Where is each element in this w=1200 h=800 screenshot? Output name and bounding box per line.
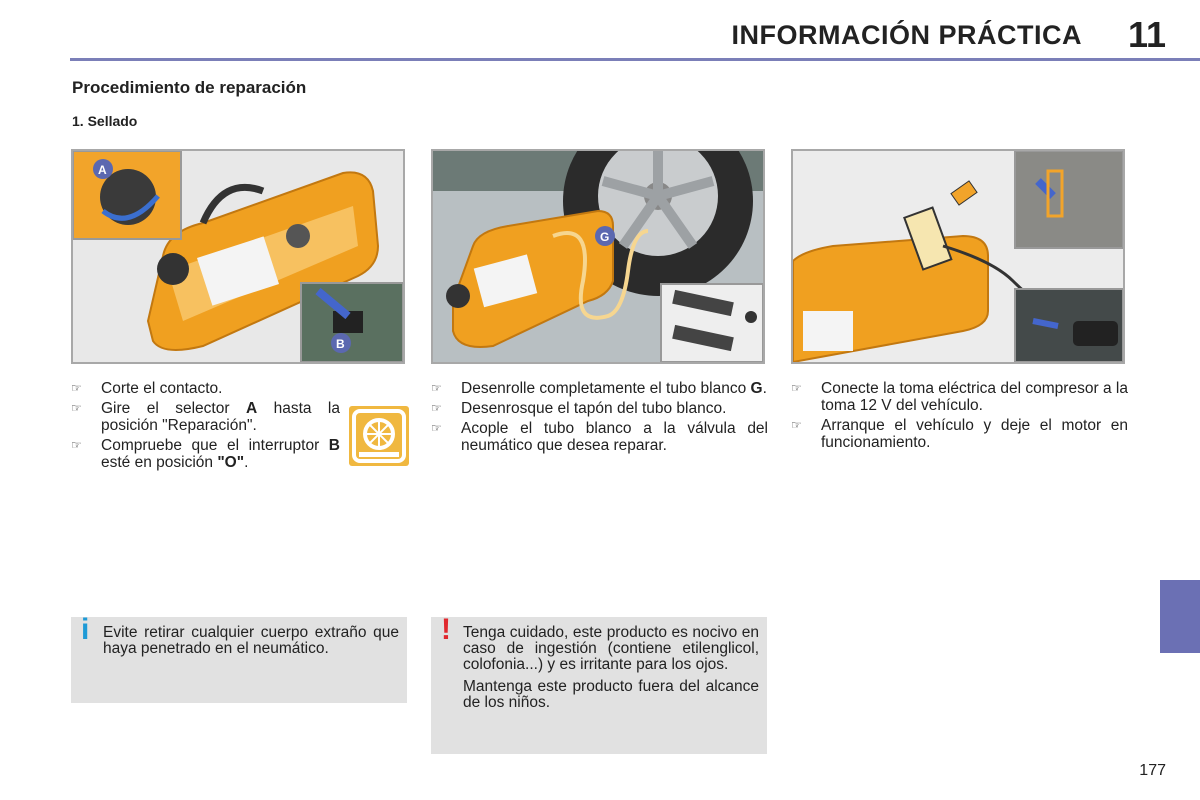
item-text: Arranque el vehículo y deje el motor en funcionamiento.: [821, 417, 1128, 451]
warning-note: [431, 613, 767, 754]
item-text: esté en posición: [101, 454, 218, 471]
repair-selector-icon: [349, 406, 409, 466]
hand-pointer-icon: ☞: [791, 381, 802, 395]
item-text: .: [244, 454, 249, 471]
figure-power-socket: [791, 149, 1125, 364]
figure-label-b: B: [336, 337, 345, 351]
list-item: [431, 380, 768, 397]
list-item: [431, 420, 768, 454]
warning-note-text-1: Tenga cuidado, este producto es nocivo en caso de ingestión (contiene etilenglicol, colofonia...) y es irritante para los ojos.: [463, 624, 759, 673]
item-text: Gire el selector: [101, 400, 246, 417]
list-item: [431, 400, 768, 417]
item-text: .: [762, 380, 767, 397]
header-rule: [70, 58, 1200, 61]
figure-label-a: A: [98, 163, 107, 177]
column-3-instructions: [791, 380, 1128, 454]
list-item: [791, 380, 1128, 414]
info-note: [71, 613, 407, 703]
list-item: [71, 400, 340, 434]
hand-pointer-icon: ☞: [71, 381, 82, 395]
hand-pointer-icon: ☞: [431, 381, 442, 395]
hand-pointer-icon: ☞: [431, 421, 442, 435]
page-number: 177: [1139, 762, 1166, 779]
figure-label-g: G: [600, 230, 610, 244]
item-text-bold: A: [245, 400, 258, 417]
item-text: Acople el tubo blanco a la válvula del neumático que desea reparar.: [461, 420, 768, 454]
list-item: [71, 380, 340, 397]
warning-icon: !: [441, 613, 451, 646]
item-text: Desenrolle completamente el tubo blanco: [461, 380, 751, 397]
step-title: 1. Sellado: [72, 113, 138, 129]
item-text: Conecte la toma eléctrica del compresor a la toma 12 V del vehículo.: [821, 380, 1128, 414]
column-1-instructions: [71, 380, 340, 474]
item-text: Desenrosque el tapón del tubo blanco.: [461, 400, 727, 417]
hand-pointer-icon: ☞: [71, 401, 82, 415]
column-2-instructions: [431, 380, 768, 457]
info-note-text: Evite retirar cualquier cuerpo extraño que haya penetrado en el neumático.: [103, 624, 399, 657]
hand-pointer-icon: ☞: [431, 401, 442, 415]
list-item: [71, 437, 340, 471]
item-text-bold: G: [750, 380, 763, 397]
section-title: Procedimiento de reparación: [72, 78, 307, 97]
item-text: Compruebe que el interruptor: [101, 437, 329, 454]
header-title: INFORMACIÓN PRÁCTICA: [731, 20, 1082, 50]
chapter-number: 11: [1127, 14, 1166, 55]
figure-tube-valve: [431, 149, 765, 364]
warning-note-text-2: Mantenga este producto fuera del alcance de los niños.: [463, 678, 759, 711]
info-icon: i: [81, 613, 90, 646]
item-text-bold: "O": [217, 454, 245, 471]
hand-pointer-icon: ☞: [791, 418, 802, 432]
item-text: Corte el contacto.: [101, 380, 223, 397]
list-item: [791, 417, 1128, 451]
item-text-bold: B: [328, 437, 340, 454]
hand-pointer-icon: ☞: [71, 438, 82, 452]
chapter-side-tab: [1160, 580, 1200, 653]
item-text: hasta la posición "Reparación".: [101, 400, 340, 434]
figure-compressor-selector: [71, 149, 405, 364]
